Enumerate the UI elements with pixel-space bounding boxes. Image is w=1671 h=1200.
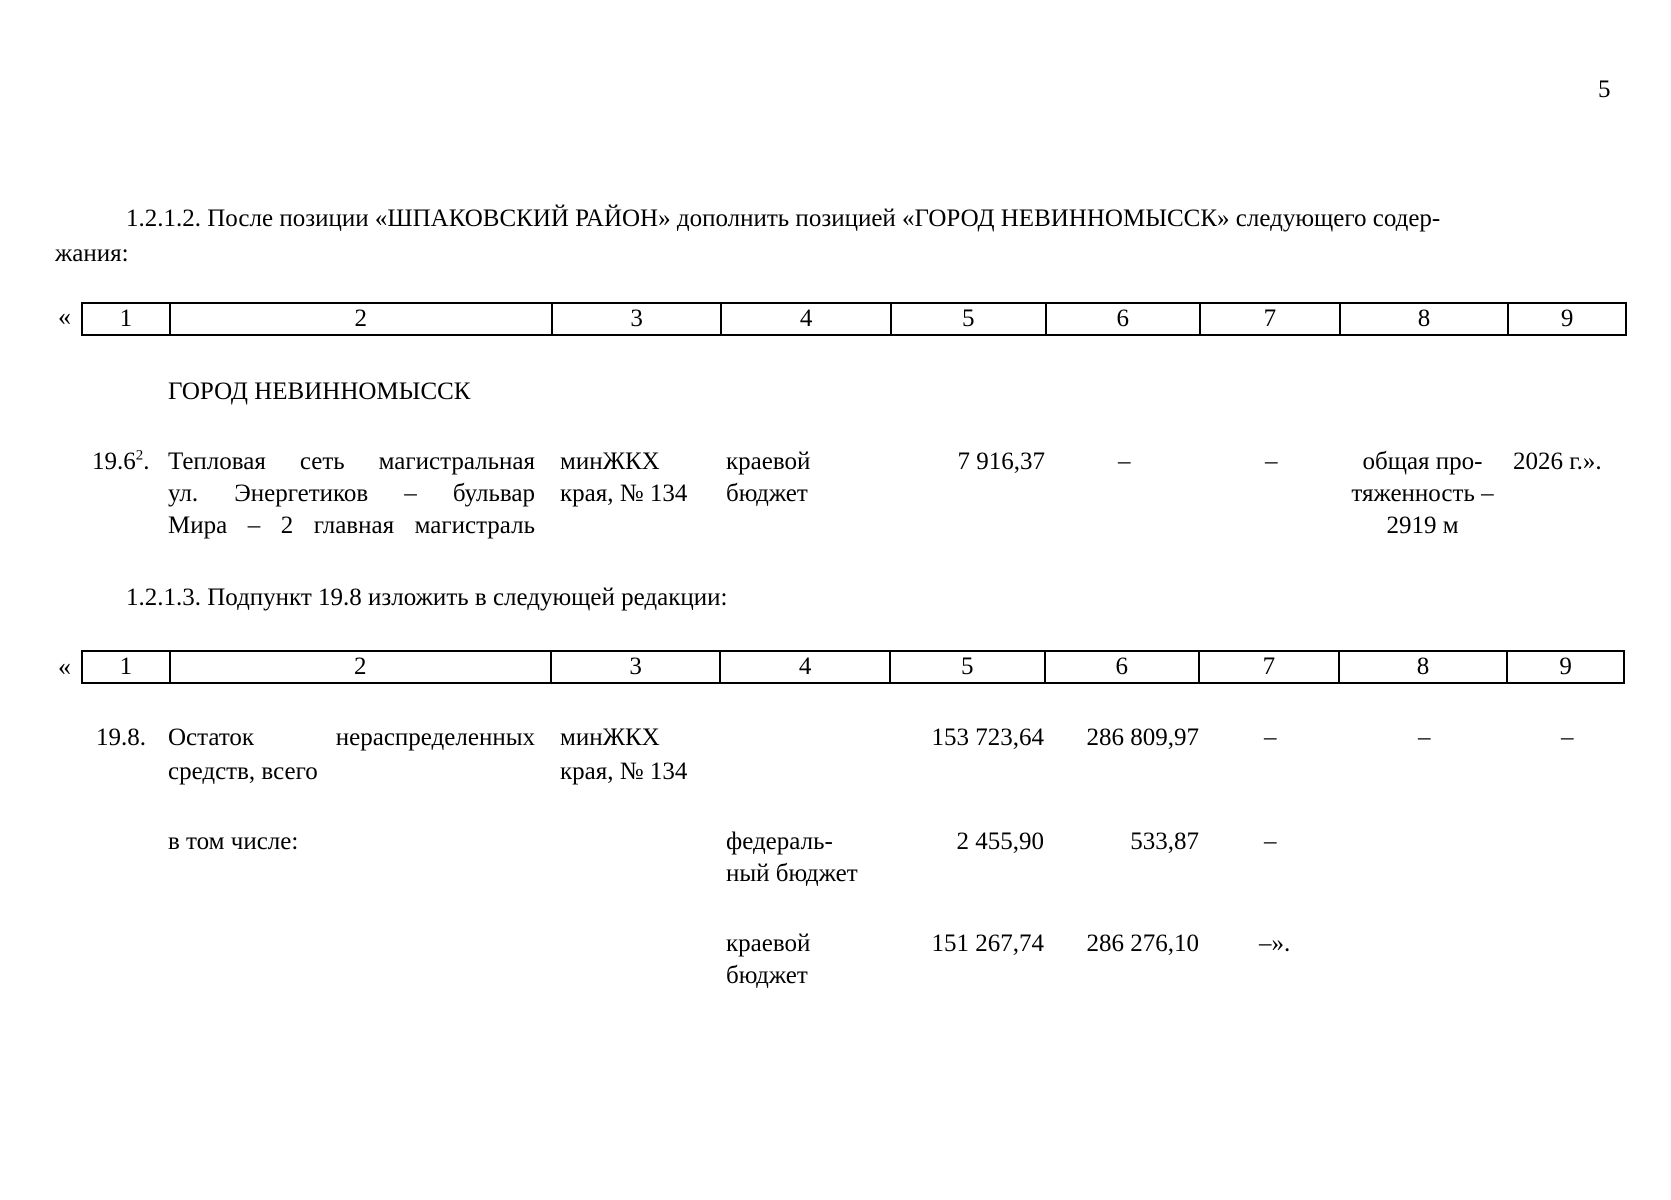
table-1-col-7: 7 [1201,304,1341,334]
row-19-8-name-line-2: средств, всего [168,758,318,785]
row-19-8-col-5: 153 723,64 [931,724,1044,751]
federal-source-line-1: федераль- [726,828,833,855]
table-2-col-3: 3 [552,652,722,682]
row-19-6-2-col-8-line-2: тяженность – [1351,480,1494,507]
federal-col-7: – [1264,828,1277,855]
row-19-8-name-line-1: Остаток нераспределенных [168,724,535,751]
table-2-col-9: 9 [1559,653,1572,680]
row-19-6-2-col-8-line-3: 2919 м [1386,512,1459,539]
row-19-6-2-col-5: 7 916,37 [957,448,1045,475]
table-2-col-7: 7 [1200,652,1340,682]
regional-col-7: –». [1259,930,1291,957]
table-1-col-1: 1 [83,304,171,334]
table-2-open-quote: « [58,652,71,681]
table-2-col-6: 6 [1046,652,1201,682]
row-number-superscript: 2 [135,447,144,464]
regional-col-5: 151 267,74 [931,930,1044,957]
federal-col-6: 533,87 [1130,828,1199,855]
page-number: 5 [1598,76,1611,103]
row-19-6-2-name-line-2: ул. Энергетиков – бульвар [168,480,535,507]
row-19-8-col-6: 286 809,97 [1086,724,1199,751]
row-19-6-2-source-line-1: краевой [726,448,811,475]
row-19-6-2-col-8-line-1: общая про- [1362,448,1483,475]
table-2-col-1: 1 [83,652,171,682]
table-2-col-4: 4 [721,652,891,682]
row-19-8-org-line-2: края, № 134 [560,758,688,785]
table-1-col-6: 6 [1047,304,1202,334]
row-19-6-2-name-line-1: Тепловая сеть магистральная [168,448,535,475]
row-19-6-2-number: 19.6$^2$. [92,447,150,475]
table-2-col-5: 5 [891,652,1046,682]
regional-col-6: 286 276,10 [1086,930,1199,957]
row-19-6-2-col-6: – [1118,448,1131,475]
row-19-6-2-name-line-3: Мира – 2 главная магистраль [168,512,535,539]
table-1-col-8: 8 [1341,304,1510,334]
table-2-col-8: 8 [1340,652,1509,682]
including-label: в том числе: [168,828,299,855]
row-19-6-2-org-line-2: края, № 134 [560,480,688,507]
regional-source-line-1: краевой [726,930,811,957]
table-1-col-5: 5 [892,304,1047,334]
table-2-column-header [81,650,1625,684]
table-1-col-3: 3 [553,304,723,334]
row-19-8-col-7: – [1264,724,1277,751]
table-1-column-header [81,302,1627,336]
regional-source-line-2: бюджет [726,962,808,989]
row-19-6-2-col-7: – [1265,448,1278,475]
section-1-paragraph-line-1: 1.2.1.2. После позиции «ШПАКОВСКИЙ РАЙОН» дополнить позицией «ГОРОД НЕВИННОМЫССК» следующего содер- [126,205,1441,232]
row-19-8-col-8: – [1418,724,1431,751]
federal-col-5: 2 455,90 [956,828,1044,855]
row-19-6-2-source-line-2: бюджет [726,480,808,507]
row-19-8-col-9: – [1561,724,1574,751]
row-19-6-2-org-line-1: минЖКХ [560,448,660,475]
section-1-paragraph-line-2: жания: [55,240,129,267]
table-1-col-9: 9 [1560,305,1574,332]
row-19-6-2-col-9: 2026 г.». [1513,448,1602,475]
federal-source-line-2: ный бюджет [726,860,858,887]
table-2-col-2: 2 [171,652,552,682]
table-1-col-4: 4 [722,304,892,334]
table-1-open-quote: « [58,302,71,331]
section-2-paragraph: 1.2.1.3. Подпункт 19.8 изложить в следующей редакции: [126,584,728,611]
table-1-col-2: 2 [171,304,553,334]
row-19-8-number: 19.8. [96,724,146,751]
row-19-8-org-line-1: минЖКХ [560,724,660,751]
group-title: ГОРОД НЕВИННОМЫССК [168,378,471,405]
